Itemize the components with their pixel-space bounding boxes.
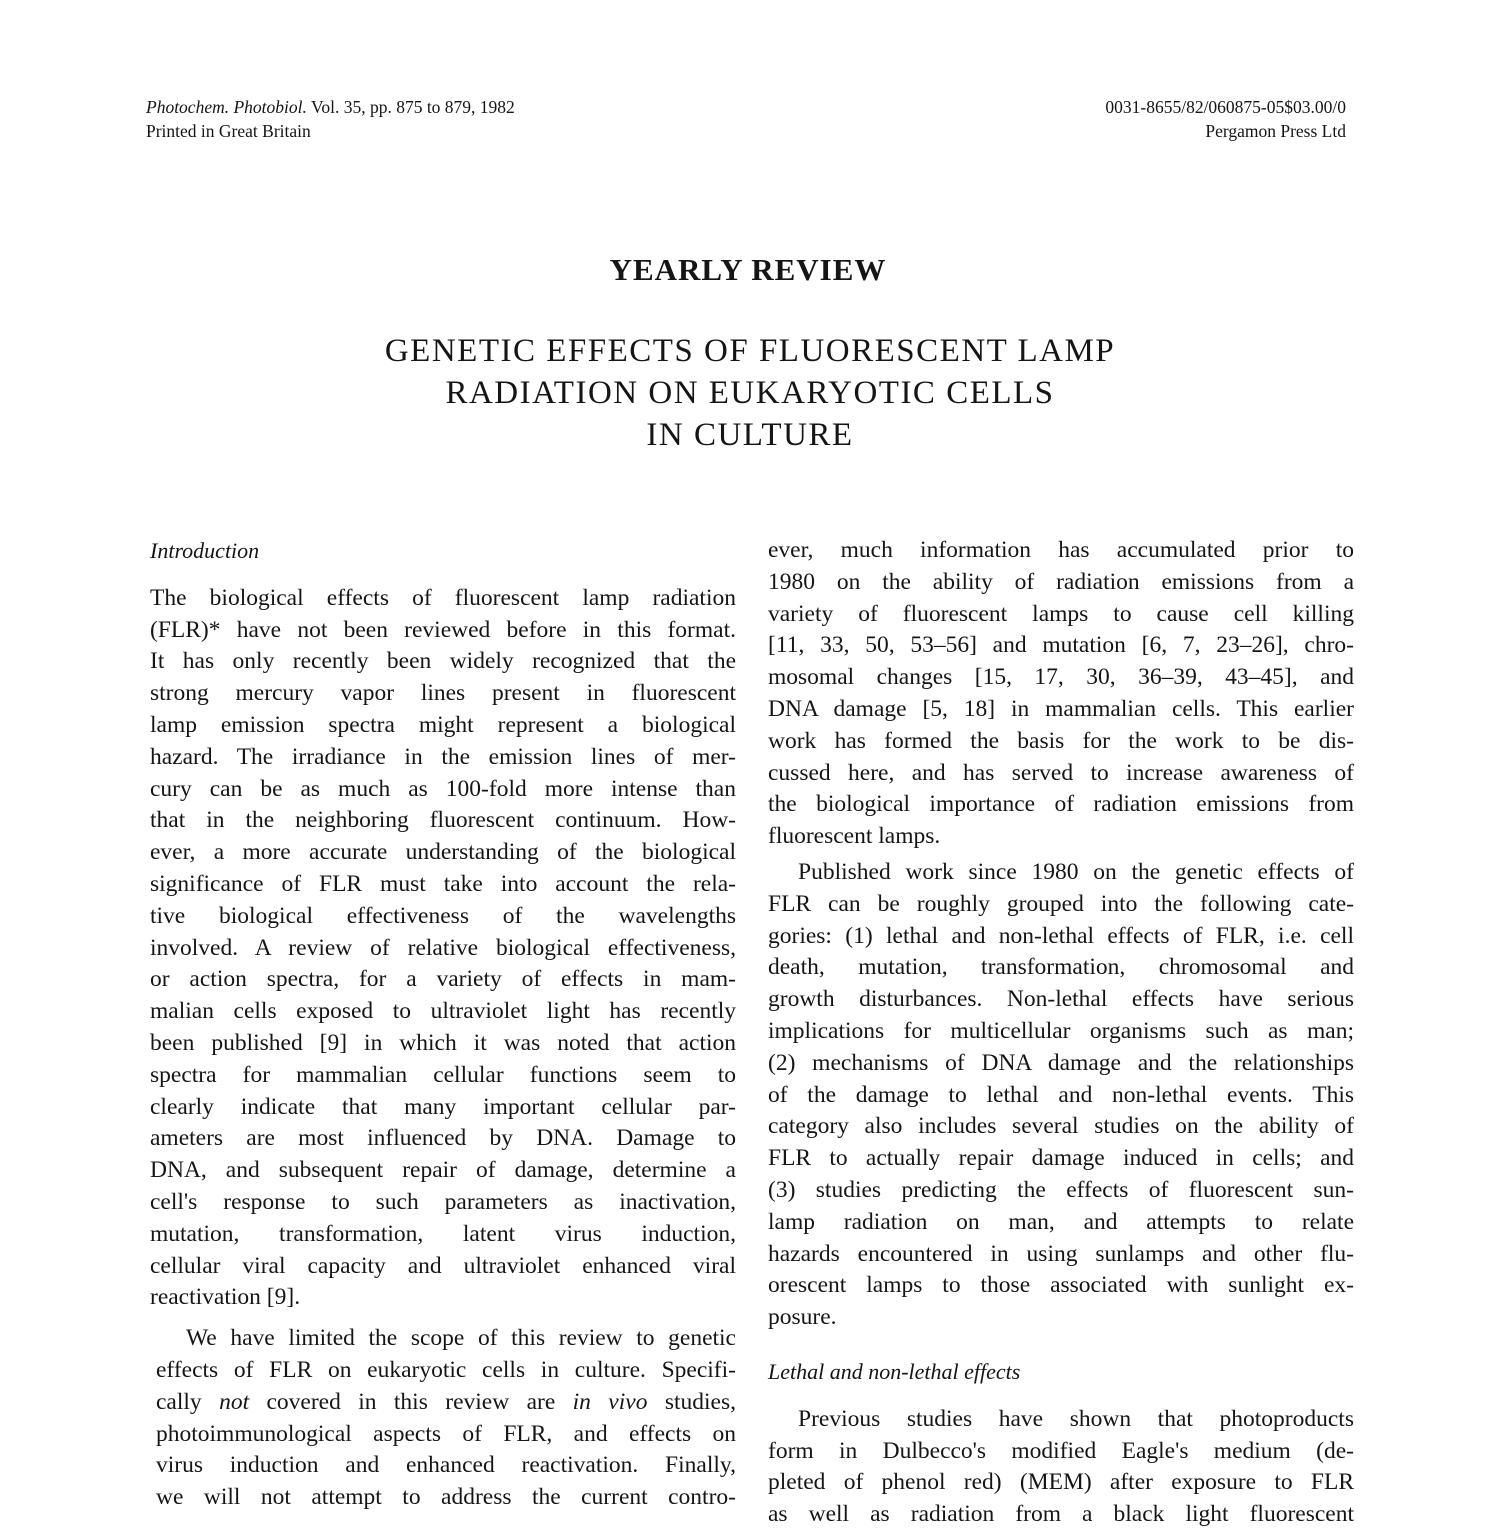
- text-line: lamp emission spectra might represent a biological: [150, 711, 736, 738]
- text-line: cell's response to such parameters as inactivation,: [150, 1188, 736, 1215]
- journal-name: Photochem. Photobiol.: [146, 97, 307, 117]
- text-line: clearly indicate that many important cellular par-: [150, 1093, 736, 1120]
- text-line: mutation, transformation, latent virus induction,: [150, 1220, 736, 1247]
- text-line: DNA damage [5, 18] in mammalian cells. This earlier: [768, 695, 1354, 722]
- text-line: reactivation [9].: [150, 1284, 301, 1311]
- text-line: or action spectra, for a variety of effects in mam-: [150, 966, 736, 993]
- text-line: hazard. The irradiance in the emission lines of mer-: [150, 743, 736, 770]
- paragraph-categories: [768, 857, 1354, 1334]
- section-heading-introduction: Introduction: [150, 538, 260, 563]
- paragraph-introduction-2: [150, 1323, 736, 1514]
- text-line: ever, a more accurate understanding of the biological: [150, 839, 736, 866]
- text-line: malian cells exposed to ultraviolet light has recently: [150, 998, 736, 1025]
- text-line: It has only recently been widely recognized that the: [150, 648, 736, 675]
- text-line: FLR can be roughly grouped into the following cate-: [768, 890, 1354, 917]
- text-line: lamp radiation on man, and attempts to relate: [768, 1208, 1354, 1235]
- publisher: Pergamon Press Ltd: [1205, 121, 1346, 141]
- running-header-right: [1105, 95, 1346, 143]
- text-line: hazards encountered in using sunlamps and other flu-: [768, 1240, 1354, 1267]
- text-line: strong mercury vapor lines present in fluorescent: [150, 680, 736, 707]
- text-line: variety of fluorescent lamps to cause cell killing: [768, 600, 1354, 627]
- text-line: DNA, and subsequent repair of damage, determine a: [150, 1157, 736, 1184]
- title-line: IN CULTURE: [646, 417, 854, 453]
- title-line: GENETIC EFFECTS OF FLUORESCENT LAMP: [384, 333, 1116, 369]
- text-line: been published [9] in which it was noted that action: [150, 1029, 736, 1056]
- text-line: fluorescent lamps.: [768, 823, 941, 850]
- text-line: (3) studies predicting the effects of fluorescent sun-: [768, 1176, 1354, 1203]
- text-run: covered in this review are: [249, 1388, 573, 1415]
- title-line: RADIATION ON EUKARYOTIC CELLS: [445, 375, 1055, 411]
- text-line: Previous studies have shown that photoproducts: [798, 1405, 1354, 1432]
- text-line: category also includes several studies on the ability of: [768, 1113, 1354, 1140]
- text-line: we will not attempt to address the current contro-: [156, 1484, 736, 1511]
- volume-pages-year: Vol. 35, pp. 875 to 879, 1982: [306, 97, 515, 117]
- text-line: cussed here, and has served to increase awareness of: [768, 759, 1354, 786]
- paragraph-prior-work: [768, 535, 1354, 853]
- article-code: 0031-8655/82/060875-05$03.00/0: [1105, 97, 1346, 117]
- article-kicker: YEARLY REVIEW: [609, 252, 887, 287]
- text-line: (FLR)* have not been reviewed before in this format.: [150, 616, 736, 643]
- section-heading-lethal-effects: Lethal and non-lethal effects: [768, 1358, 1021, 1384]
- text-line: as well as radiation from a black light fluorescent: [768, 1501, 1354, 1528]
- text-line: significance of FLR must take into account the rela-: [150, 870, 736, 897]
- text-line: growth disturbances. Non-lethal effects have serious: [768, 986, 1354, 1013]
- paragraph-photoproducts: [768, 1404, 1354, 1531]
- text-line: virus induction and enhanced reactivation. Finally,: [156, 1452, 736, 1479]
- text-line: pleted of phenol red) (MEM) after exposure to FLR: [768, 1469, 1354, 1496]
- text-line: Published work since 1980 on the genetic effects of: [798, 858, 1354, 885]
- text-line: 1980 on the ability of radiation emissions from a: [768, 568, 1354, 595]
- text-run: cally: [156, 1388, 220, 1415]
- text-line: photoimmunological aspects of FLR, and effects on: [156, 1420, 736, 1447]
- text-line: ameters are most influenced by DNA. Damage to: [150, 1125, 736, 1152]
- running-header-left: [146, 95, 515, 143]
- journal-citation: [146, 95, 515, 119]
- text-line: mosomal changes [15, 17, 30, 36–39, 43–45], and: [768, 664, 1354, 691]
- emphasis-not: not: [219, 1388, 250, 1415]
- text-line: tive biological effectiveness of the wavelengths: [150, 902, 736, 929]
- right-column: [768, 535, 1354, 1531]
- text-line: effects of FLR on eukaryotic cells in culture. Specifi-: [156, 1356, 736, 1383]
- paragraph-introduction-1: [150, 583, 736, 1314]
- text-line: (2) mechanisms of DNA damage and the relationships: [768, 1049, 1354, 1076]
- text-line: form in Dulbecco's modified Eagle's medium (de-: [768, 1437, 1354, 1464]
- text-line: The biological effects of fluorescent lamp radiation: [150, 584, 736, 611]
- text-line: cellular viral capacity and ultraviolet enhanced viral: [150, 1252, 736, 1279]
- text-line: FLR to actually repair damage induced in cells; and: [768, 1145, 1354, 1172]
- text-line: [156, 1387, 736, 1419]
- text-line: that in the neighboring fluorescent continuum. How-: [150, 807, 736, 834]
- text-line: the biological importance of radiation emissions from: [768, 791, 1354, 818]
- article-title: [0, 330, 1500, 456]
- left-column: [150, 535, 736, 1514]
- text-line: work has formed the basis for the work to be dis-: [768, 727, 1354, 754]
- text-line: of the damage to lethal and non-lethal events. This: [768, 1081, 1354, 1108]
- text-line: posure.: [768, 1304, 837, 1331]
- text-line: ever, much information has accumulated prior to: [768, 537, 1354, 563]
- printed-location: Printed in Great Britain: [146, 121, 311, 141]
- text-line: implications for multicellular organisms such as man;: [768, 1017, 1354, 1044]
- emphasis-in-vivo: in vivo: [572, 1388, 648, 1415]
- text-line: spectra for mammalian cellular functions seem to: [150, 1061, 736, 1088]
- text-line: involved. A review of relative biological effectiveness,: [150, 934, 736, 961]
- text-line: death, mutation, transformation, chromosomal and: [768, 954, 1354, 981]
- text-line: cury can be as much as 100-fold more intense than: [150, 775, 736, 802]
- text-line: [11, 33, 50, 53–56] and mutation [6, 7, 23–26], chro-: [768, 632, 1354, 659]
- text-line: gories: (1) lethal and non-lethal effects of FLR, i.e. cell: [768, 922, 1354, 949]
- text-line: We have limited the scope of this review to genetic: [186, 1325, 736, 1352]
- text-run: studies,: [647, 1388, 736, 1415]
- text-line: orescent lamps to those associated with sunlight ex-: [768, 1272, 1354, 1299]
